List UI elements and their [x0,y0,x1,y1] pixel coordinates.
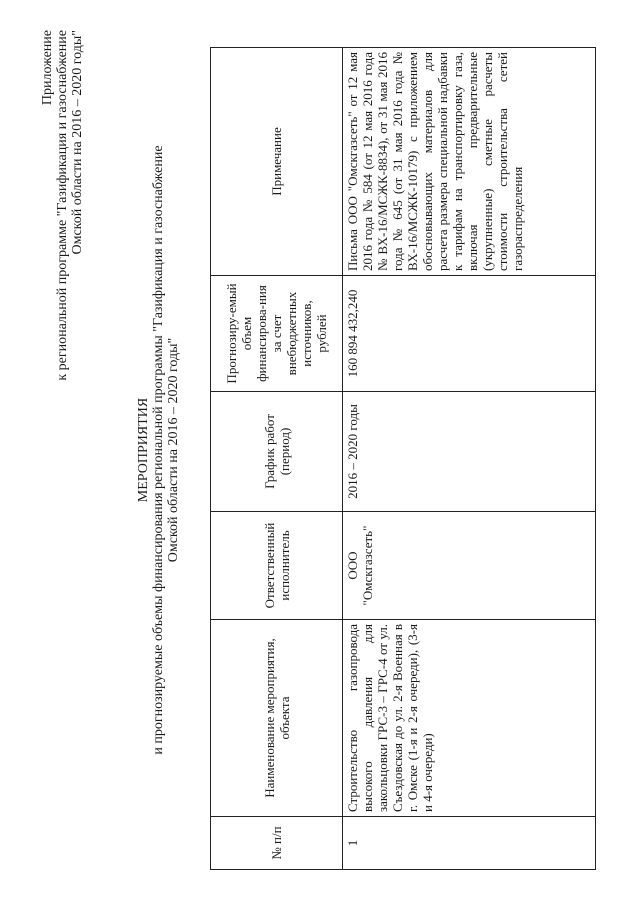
header-name: Наименование мероприятия, объекта [211,620,343,817]
document-heading [136,30,181,870]
cell-name: Строительство газопровода высокого давления для закольцовки ГРС-3 – ГРС-4 от ул. Съездовская до ул. 2-я Военная в г. Омске (1-я и 2-я очереди), (3-я и 4-я очереди) [343,620,596,817]
cell-num: 1 [343,817,596,870]
cell-executor: ООО "Омскгазсеть" [343,512,596,620]
document-subtitle-line-2: и прогнозируемые объемы финансирования региональной программы "Газификация и газоснабжение [151,145,166,755]
table-row [343,48,596,870]
header-num: № п/п [211,817,343,870]
header-executor: Ответственный исполнитель [211,512,343,620]
appendix-block [40,30,85,381]
measures-table [210,47,596,870]
header-note: Примечание [211,48,343,276]
table-header-row [211,48,343,870]
appendix-line-3: Омской области на 2016 – 2020 годы" [70,30,85,255]
document-title: МЕРОПРИЯТИЯ [136,397,151,503]
cell-schedule: 2016 – 2020 годы [343,392,596,512]
header-volume: Прогнозиру-емый объем финансирова-ния за счет внебюджетных источников, рублей [211,276,343,392]
cell-volume: 160 894 432,240 [343,276,596,392]
appendix-line-2: к региональной программе "Газификация и газоснабжение [55,30,70,381]
rotated-page [40,30,620,870]
header-schedule: График работ (период) [211,392,343,512]
cell-note: Письма ООО "Омскгазсеть" от 12 мая 2016 года № 584 (от 12 мая 2016 года № ВХ-16/МСЖК-8834), от 31 мая 2016 года № 645 (от 31 мая 2016 года № ВХ-16/МСЖК-10179) с приложением обосновывающих материалов для расчета размера специальной надбавки к тарифам на транспортировку газа, включая предварительные (укрупненные) сметные расчеты стоимости строительства сетей газораспределения [343,48,596,276]
appendix-title: Приложение [40,30,55,106]
document-subtitle-line-3: Омской области на 2016 – 2020 годы" [166,337,181,563]
